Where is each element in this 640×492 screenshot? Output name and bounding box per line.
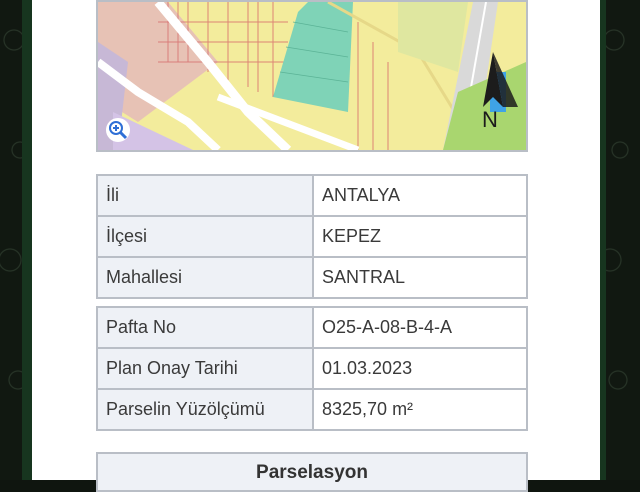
plan-approval-date-value: 01.03.2023 (314, 349, 526, 388)
district-label: İlçesi (98, 217, 312, 256)
district-value: KEPEZ (314, 217, 526, 256)
neighborhood-value: SANTRAL (314, 258, 526, 297)
plan-approval-date-label: Plan Onay Tarihi (98, 349, 312, 388)
zoning-map[interactable] (96, 0, 528, 152)
north-label: N (482, 107, 498, 132)
neighborhood-label: Mahallesi (98, 258, 312, 297)
province-value: ANTALYA (314, 176, 526, 215)
parcellation-section-header[interactable] (96, 452, 528, 492)
parcel-area-label: Parselin Yüzölçümü (98, 390, 312, 429)
sheet-no-value: O25-A-08-B-4-A (314, 308, 526, 347)
map-graphic (98, 2, 526, 150)
location-table (96, 174, 528, 299)
section-title: Parselasyon (256, 462, 368, 483)
background-doodle-right (600, 0, 640, 480)
sheet-no-label: Pafta No (98, 308, 312, 347)
province-label: İli (98, 176, 312, 215)
parcel-area-value: 8325,70 m² (314, 390, 526, 429)
zoom-button[interactable] (106, 118, 130, 142)
magnifier-plus-icon (108, 120, 128, 140)
plan-table (96, 306, 528, 431)
